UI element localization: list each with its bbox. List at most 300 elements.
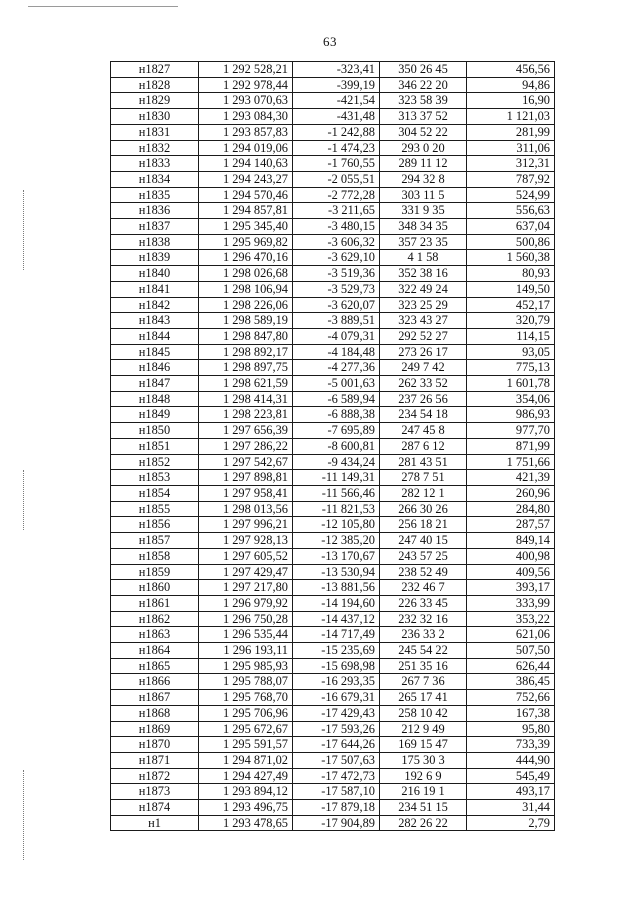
- direction-angle-cell: 282 12 1: [380, 485, 467, 501]
- table-row: [111, 187, 555, 203]
- y-coordinate-cell: -12 385,20: [293, 533, 380, 549]
- table-row: [111, 203, 555, 219]
- x-coordinate-cell: 1 295 345,40: [199, 219, 293, 235]
- direction-angle-cell: 357 23 35: [380, 234, 467, 250]
- y-coordinate-cell: -2 055,51: [293, 171, 380, 187]
- x-coordinate-cell: 1 296 979,92: [199, 595, 293, 611]
- distance-cell: 114,15: [467, 328, 555, 344]
- direction-angle-cell: 348 34 35: [380, 219, 467, 235]
- x-coordinate-cell: 1 297 928,13: [199, 533, 293, 549]
- table-row: [111, 517, 555, 533]
- table-row: [111, 784, 555, 800]
- point-id-cell: н1853: [111, 470, 199, 486]
- x-coordinate-cell: 1 298 013,56: [199, 501, 293, 517]
- point-id-cell: н1871: [111, 752, 199, 768]
- x-coordinate-cell: 1 293 894,12: [199, 784, 293, 800]
- table-row: [111, 611, 555, 627]
- point-id-cell: н1841: [111, 281, 199, 297]
- table-row: [111, 407, 555, 423]
- x-coordinate-cell: 1 292 978,44: [199, 77, 293, 93]
- direction-angle-cell: 245 54 22: [380, 643, 467, 659]
- y-coordinate-cell: -15 235,69: [293, 643, 380, 659]
- point-id-cell: н1840: [111, 266, 199, 282]
- point-id-cell: н1854: [111, 485, 199, 501]
- direction-angle-cell: 322 49 24: [380, 281, 467, 297]
- distance-cell: 311,06: [467, 140, 555, 156]
- x-coordinate-cell: 1 298 226,06: [199, 297, 293, 313]
- point-id-cell: н1: [111, 815, 199, 831]
- table-row: [111, 62, 555, 78]
- y-coordinate-cell: -4 277,36: [293, 360, 380, 376]
- point-id-cell: н1869: [111, 721, 199, 737]
- table-row: [111, 140, 555, 156]
- direction-angle-cell: 256 18 21: [380, 517, 467, 533]
- point-id-cell: н1848: [111, 391, 199, 407]
- x-coordinate-cell: 1 294 427,49: [199, 768, 293, 784]
- direction-angle-cell: 247 40 15: [380, 533, 467, 549]
- y-coordinate-cell: -17 593,26: [293, 721, 380, 737]
- direction-angle-cell: 289 11 12: [380, 156, 467, 172]
- y-coordinate-cell: -16 679,31: [293, 690, 380, 706]
- distance-cell: 333,99: [467, 595, 555, 611]
- table-row: [111, 77, 555, 93]
- distance-cell: 524,99: [467, 187, 555, 203]
- y-coordinate-cell: -17 429,43: [293, 705, 380, 721]
- table-row: [111, 266, 555, 282]
- y-coordinate-cell: -2 772,28: [293, 187, 380, 203]
- distance-cell: 400,98: [467, 548, 555, 564]
- table-row: [111, 171, 555, 187]
- x-coordinate-cell: 1 296 470,16: [199, 250, 293, 266]
- x-coordinate-cell: 1 294 871,02: [199, 752, 293, 768]
- table-row: [111, 768, 555, 784]
- y-coordinate-cell: -17 472,73: [293, 768, 380, 784]
- point-id-cell: н1873: [111, 784, 199, 800]
- coordinates-table-body: [111, 62, 555, 831]
- distance-cell: 500,86: [467, 234, 555, 250]
- y-coordinate-cell: -15 698,98: [293, 658, 380, 674]
- y-coordinate-cell: -17 587,10: [293, 784, 380, 800]
- table-row: [111, 674, 555, 690]
- table-row: [111, 595, 555, 611]
- direction-angle-cell: 304 52 22: [380, 124, 467, 140]
- point-id-cell: н1844: [111, 328, 199, 344]
- left-edge-mark: [23, 470, 24, 530]
- y-coordinate-cell: -13 170,67: [293, 548, 380, 564]
- distance-cell: 626,44: [467, 658, 555, 674]
- x-coordinate-cell: 1 295 591,57: [199, 737, 293, 753]
- distance-cell: 621,06: [467, 627, 555, 643]
- table-row: [111, 533, 555, 549]
- x-coordinate-cell: 1 293 070,63: [199, 93, 293, 109]
- distance-cell: 167,38: [467, 705, 555, 721]
- x-coordinate-cell: 1 298 414,31: [199, 391, 293, 407]
- table-row: [111, 124, 555, 140]
- direction-angle-cell: 323 25 29: [380, 297, 467, 313]
- y-coordinate-cell: -3 519,36: [293, 266, 380, 282]
- point-id-cell: н1859: [111, 564, 199, 580]
- point-id-cell: н1861: [111, 595, 199, 611]
- distance-cell: 849,14: [467, 533, 555, 549]
- distance-cell: 787,92: [467, 171, 555, 187]
- y-coordinate-cell: -399,19: [293, 77, 380, 93]
- table-row: [111, 344, 555, 360]
- distance-cell: 456,56: [467, 62, 555, 78]
- point-id-cell: н1830: [111, 109, 199, 125]
- distance-cell: 409,56: [467, 564, 555, 580]
- point-id-cell: н1863: [111, 627, 199, 643]
- direction-angle-cell: 169 15 47: [380, 737, 467, 753]
- x-coordinate-cell: 1 294 857,81: [199, 203, 293, 219]
- table-row: [111, 643, 555, 659]
- distance-cell: 16,90: [467, 93, 555, 109]
- table-row: [111, 815, 555, 831]
- y-coordinate-cell: -6 888,38: [293, 407, 380, 423]
- point-id-cell: н1868: [111, 705, 199, 721]
- distance-cell: 733,39: [467, 737, 555, 753]
- table-row: [111, 281, 555, 297]
- direction-angle-cell: 323 43 27: [380, 313, 467, 329]
- distance-cell: 31,44: [467, 800, 555, 816]
- table-row: [111, 548, 555, 564]
- direction-angle-cell: 234 51 15: [380, 800, 467, 816]
- point-id-cell: н1827: [111, 62, 199, 78]
- direction-angle-cell: 278 7 51: [380, 470, 467, 486]
- direction-angle-cell: 236 33 2: [380, 627, 467, 643]
- direction-angle-cell: 212 9 49: [380, 721, 467, 737]
- direction-angle-cell: 232 46 7: [380, 580, 467, 596]
- y-coordinate-cell: -7 695,89: [293, 423, 380, 439]
- table-row: [111, 485, 555, 501]
- y-coordinate-cell: -14 437,12: [293, 611, 380, 627]
- y-coordinate-cell: -4 184,48: [293, 344, 380, 360]
- table-row: [111, 438, 555, 454]
- y-coordinate-cell: -16 293,35: [293, 674, 380, 690]
- y-coordinate-cell: -8 600,81: [293, 438, 380, 454]
- page-number: 63: [323, 34, 337, 49]
- direction-angle-cell: 4 1 58: [380, 250, 467, 266]
- distance-cell: 752,66: [467, 690, 555, 706]
- distance-cell: 281,99: [467, 124, 555, 140]
- direction-angle-cell: 249 7 42: [380, 360, 467, 376]
- point-id-cell: н1842: [111, 297, 199, 313]
- table-row: [111, 721, 555, 737]
- y-coordinate-cell: -9 434,24: [293, 454, 380, 470]
- x-coordinate-cell: 1 295 985,93: [199, 658, 293, 674]
- table-row: [111, 752, 555, 768]
- y-coordinate-cell: -323,41: [293, 62, 380, 78]
- point-id-cell: н1834: [111, 171, 199, 187]
- x-coordinate-cell: 1 293 478,65: [199, 815, 293, 831]
- point-id-cell: н1864: [111, 643, 199, 659]
- y-coordinate-cell: -431,48: [293, 109, 380, 125]
- y-coordinate-cell: -3 620,07: [293, 297, 380, 313]
- point-id-cell: н1866: [111, 674, 199, 690]
- point-id-cell: н1874: [111, 800, 199, 816]
- x-coordinate-cell: 1 298 223,81: [199, 407, 293, 423]
- x-coordinate-cell: 1 295 672,67: [199, 721, 293, 737]
- direction-angle-cell: 238 52 49: [380, 564, 467, 580]
- coordinates-table: [110, 61, 555, 831]
- x-coordinate-cell: 1 297 605,52: [199, 548, 293, 564]
- direction-angle-cell: 281 43 51: [380, 454, 467, 470]
- distance-cell: 556,63: [467, 203, 555, 219]
- point-id-cell: н1846: [111, 360, 199, 376]
- point-id-cell: н1832: [111, 140, 199, 156]
- direction-angle-cell: 303 11 5: [380, 187, 467, 203]
- distance-cell: 94,86: [467, 77, 555, 93]
- table-row: [111, 250, 555, 266]
- x-coordinate-cell: 1 297 656,39: [199, 423, 293, 439]
- y-coordinate-cell: -3 211,65: [293, 203, 380, 219]
- distance-cell: 871,99: [467, 438, 555, 454]
- table-row: [111, 360, 555, 376]
- x-coordinate-cell: 1 298 897,75: [199, 360, 293, 376]
- point-id-cell: н1860: [111, 580, 199, 596]
- distance-cell: 986,93: [467, 407, 555, 423]
- point-id-cell: н1847: [111, 376, 199, 392]
- distance-cell: 95,80: [467, 721, 555, 737]
- direction-angle-cell: 346 22 20: [380, 77, 467, 93]
- point-id-cell: н1867: [111, 690, 199, 706]
- direction-angle-cell: 243 57 25: [380, 548, 467, 564]
- point-id-cell: н1870: [111, 737, 199, 753]
- direction-angle-cell: 352 38 16: [380, 266, 467, 282]
- x-coordinate-cell: 1 293 496,75: [199, 800, 293, 816]
- x-coordinate-cell: 1 294 570,46: [199, 187, 293, 203]
- direction-angle-cell: 262 33 52: [380, 376, 467, 392]
- y-coordinate-cell: -13 881,56: [293, 580, 380, 596]
- table-row: [111, 391, 555, 407]
- direction-angle-cell: 267 7 36: [380, 674, 467, 690]
- x-coordinate-cell: 1 293 084,30: [199, 109, 293, 125]
- table-row: [111, 423, 555, 439]
- point-id-cell: н1836: [111, 203, 199, 219]
- x-coordinate-cell: 1 297 286,22: [199, 438, 293, 454]
- x-coordinate-cell: 1 297 898,81: [199, 470, 293, 486]
- y-coordinate-cell: -3 889,51: [293, 313, 380, 329]
- distance-cell: 312,31: [467, 156, 555, 172]
- direction-angle-cell: 234 54 18: [380, 407, 467, 423]
- direction-angle-cell: 313 37 52: [380, 109, 467, 125]
- direction-angle-cell: 292 52 27: [380, 328, 467, 344]
- distance-cell: 386,45: [467, 674, 555, 690]
- y-coordinate-cell: -3 629,10: [293, 250, 380, 266]
- x-coordinate-cell: 1 295 788,07: [199, 674, 293, 690]
- table-row: [111, 93, 555, 109]
- y-coordinate-cell: -14 717,49: [293, 627, 380, 643]
- direction-angle-cell: 323 58 39: [380, 93, 467, 109]
- distance-cell: 393,17: [467, 580, 555, 596]
- direction-angle-cell: 331 9 35: [380, 203, 467, 219]
- distance-cell: 977,70: [467, 423, 555, 439]
- x-coordinate-cell: 1 295 969,82: [199, 234, 293, 250]
- distance-cell: 354,06: [467, 391, 555, 407]
- y-coordinate-cell: -421,54: [293, 93, 380, 109]
- table-row: [111, 234, 555, 250]
- x-coordinate-cell: 1 296 193,11: [199, 643, 293, 659]
- point-id-cell: н1862: [111, 611, 199, 627]
- point-id-cell: н1858: [111, 548, 199, 564]
- point-id-cell: н1851: [111, 438, 199, 454]
- distance-cell: 775,13: [467, 360, 555, 376]
- y-coordinate-cell: -13 530,94: [293, 564, 380, 580]
- table-row: [111, 658, 555, 674]
- point-id-cell: н1857: [111, 533, 199, 549]
- distance-cell: 80,93: [467, 266, 555, 282]
- x-coordinate-cell: 1 297 217,80: [199, 580, 293, 596]
- x-coordinate-cell: 1 294 243,27: [199, 171, 293, 187]
- point-id-cell: н1837: [111, 219, 199, 235]
- distance-cell: 1 751,66: [467, 454, 555, 470]
- x-coordinate-cell: 1 293 857,83: [199, 124, 293, 140]
- x-coordinate-cell: 1 298 847,80: [199, 328, 293, 344]
- y-coordinate-cell: -4 079,31: [293, 328, 380, 344]
- left-edge-mark: [23, 190, 24, 270]
- distance-cell: 260,96: [467, 485, 555, 501]
- table-row: [111, 580, 555, 596]
- table-row: [111, 313, 555, 329]
- direction-angle-cell: 282 26 22: [380, 815, 467, 831]
- table-row: [111, 705, 555, 721]
- y-coordinate-cell: -3 529,73: [293, 281, 380, 297]
- x-coordinate-cell: 1 297 996,21: [199, 517, 293, 533]
- x-coordinate-cell: 1 297 542,67: [199, 454, 293, 470]
- direction-angle-cell: 232 32 16: [380, 611, 467, 627]
- distance-cell: 353,22: [467, 611, 555, 627]
- x-coordinate-cell: 1 295 768,70: [199, 690, 293, 706]
- x-coordinate-cell: 1 298 026,68: [199, 266, 293, 282]
- distance-cell: 545,49: [467, 768, 555, 784]
- point-id-cell: н1843: [111, 313, 199, 329]
- y-coordinate-cell: -6 589,94: [293, 391, 380, 407]
- direction-angle-cell: 237 26 56: [380, 391, 467, 407]
- y-coordinate-cell: -17 879,18: [293, 800, 380, 816]
- direction-angle-cell: 216 19 1: [380, 784, 467, 800]
- direction-angle-cell: 226 33 45: [380, 595, 467, 611]
- y-coordinate-cell: -3 480,15: [293, 219, 380, 235]
- y-coordinate-cell: -11 149,31: [293, 470, 380, 486]
- y-coordinate-cell: -1 474,23: [293, 140, 380, 156]
- table-row: [111, 470, 555, 486]
- point-id-cell: н1856: [111, 517, 199, 533]
- top-rule: [28, 6, 178, 7]
- direction-angle-cell: 294 32 8: [380, 171, 467, 187]
- y-coordinate-cell: -17 644,26: [293, 737, 380, 753]
- direction-angle-cell: 258 10 42: [380, 705, 467, 721]
- table-row: [111, 454, 555, 470]
- y-coordinate-cell: -17 904,89: [293, 815, 380, 831]
- table-row: [111, 376, 555, 392]
- distance-cell: 320,79: [467, 313, 555, 329]
- distance-cell: 421,39: [467, 470, 555, 486]
- y-coordinate-cell: -5 001,63: [293, 376, 380, 392]
- table-row: [111, 297, 555, 313]
- point-id-cell: н1852: [111, 454, 199, 470]
- x-coordinate-cell: 1 294 140,63: [199, 156, 293, 172]
- table-row: [111, 737, 555, 753]
- direction-angle-cell: 273 26 17: [380, 344, 467, 360]
- distance-cell: 1 121,03: [467, 109, 555, 125]
- x-coordinate-cell: 1 294 019,06: [199, 140, 293, 156]
- point-id-cell: н1849: [111, 407, 199, 423]
- x-coordinate-cell: 1 292 528,21: [199, 62, 293, 78]
- distance-cell: 444,90: [467, 752, 555, 768]
- x-coordinate-cell: 1 298 106,94: [199, 281, 293, 297]
- point-id-cell: н1850: [111, 423, 199, 439]
- x-coordinate-cell: 1 297 429,47: [199, 564, 293, 580]
- y-coordinate-cell: -1 760,55: [293, 156, 380, 172]
- x-coordinate-cell: 1 295 706,96: [199, 705, 293, 721]
- table-row: [111, 501, 555, 517]
- direction-angle-cell: 192 6 9: [380, 768, 467, 784]
- x-coordinate-cell: 1 296 535,44: [199, 627, 293, 643]
- distance-cell: 452,17: [467, 297, 555, 313]
- direction-angle-cell: 293 0 20: [380, 140, 467, 156]
- point-id-cell: н1872: [111, 768, 199, 784]
- table-row: [111, 690, 555, 706]
- point-id-cell: н1828: [111, 77, 199, 93]
- direction-angle-cell: 247 45 8: [380, 423, 467, 439]
- x-coordinate-cell: 1 296 750,28: [199, 611, 293, 627]
- y-coordinate-cell: -3 606,32: [293, 234, 380, 250]
- point-id-cell: н1831: [111, 124, 199, 140]
- table-row: [111, 109, 555, 125]
- point-id-cell: н1833: [111, 156, 199, 172]
- distance-cell: 149,50: [467, 281, 555, 297]
- distance-cell: 287,57: [467, 517, 555, 533]
- y-coordinate-cell: -12 105,80: [293, 517, 380, 533]
- distance-cell: 507,50: [467, 643, 555, 659]
- point-id-cell: н1829: [111, 93, 199, 109]
- direction-angle-cell: 251 35 16: [380, 658, 467, 674]
- x-coordinate-cell: 1 297 958,41: [199, 485, 293, 501]
- left-edge-mark: [23, 770, 24, 860]
- direction-angle-cell: 266 30 26: [380, 501, 467, 517]
- direction-angle-cell: 350 26 45: [380, 62, 467, 78]
- distance-cell: 637,04: [467, 219, 555, 235]
- point-id-cell: н1845: [111, 344, 199, 360]
- y-coordinate-cell: -17 507,63: [293, 752, 380, 768]
- table-row: [111, 800, 555, 816]
- x-coordinate-cell: 1 298 589,19: [199, 313, 293, 329]
- point-id-cell: н1835: [111, 187, 199, 203]
- y-coordinate-cell: -14 194,60: [293, 595, 380, 611]
- y-coordinate-cell: -1 242,88: [293, 124, 380, 140]
- distance-cell: 1 601,78: [467, 376, 555, 392]
- distance-cell: 284,80: [467, 501, 555, 517]
- table-row: [111, 564, 555, 580]
- distance-cell: 2,79: [467, 815, 555, 831]
- table-row: [111, 627, 555, 643]
- y-coordinate-cell: -11 821,53: [293, 501, 380, 517]
- distance-cell: 493,17: [467, 784, 555, 800]
- x-coordinate-cell: 1 298 621,59: [199, 376, 293, 392]
- direction-angle-cell: 287 6 12: [380, 438, 467, 454]
- point-id-cell: н1838: [111, 234, 199, 250]
- direction-angle-cell: 265 17 41: [380, 690, 467, 706]
- direction-angle-cell: 175 30 3: [380, 752, 467, 768]
- distance-cell: 1 560,38: [467, 250, 555, 266]
- distance-cell: 93,05: [467, 344, 555, 360]
- table-row: [111, 156, 555, 172]
- y-coordinate-cell: -11 566,46: [293, 485, 380, 501]
- point-id-cell: н1855: [111, 501, 199, 517]
- point-id-cell: н1865: [111, 658, 199, 674]
- table-row: [111, 328, 555, 344]
- point-id-cell: н1839: [111, 250, 199, 266]
- x-coordinate-cell: 1 298 892,17: [199, 344, 293, 360]
